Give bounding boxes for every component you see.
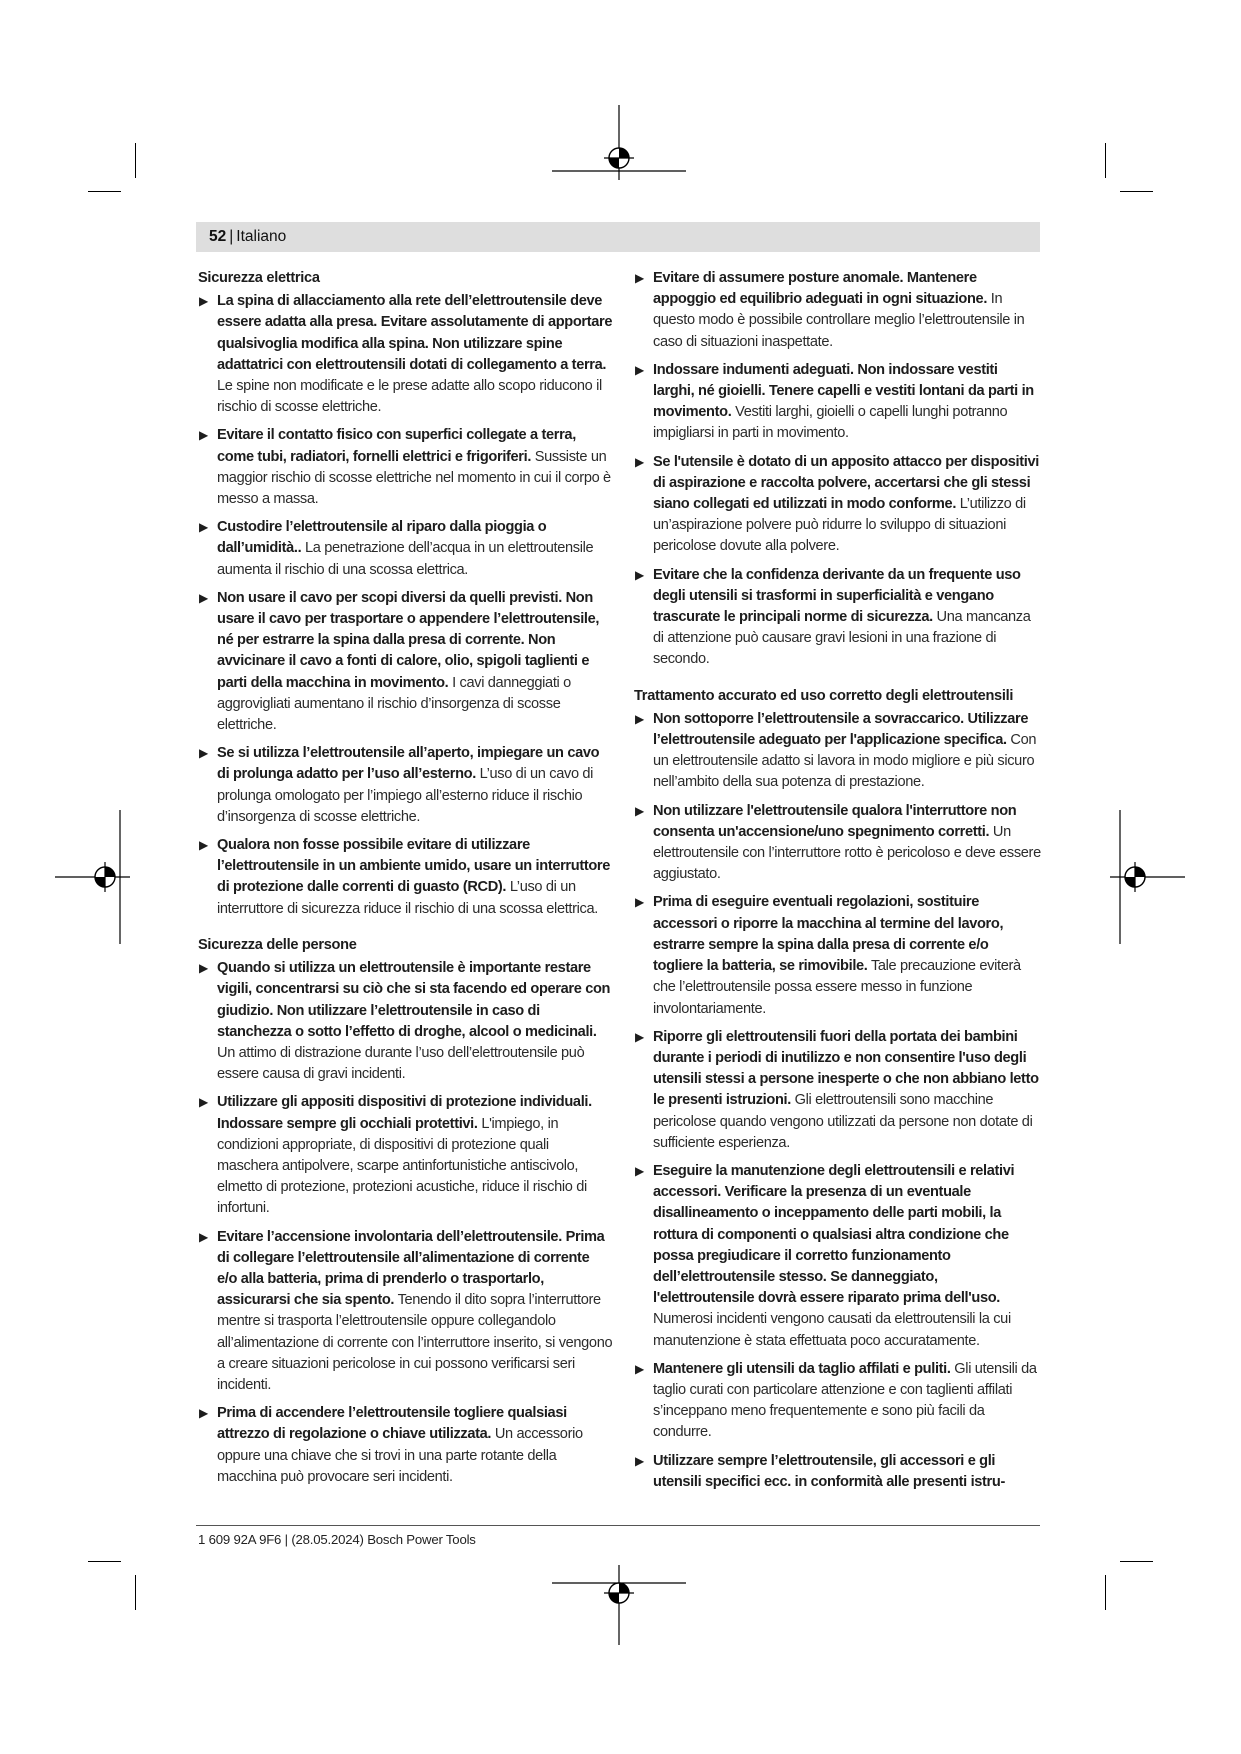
safety-instruction: [634, 892, 1042, 1019]
instruction-explanation-text: L’uso di un interruttore di sicurezza riduce il rischio di una scossa elettrica.: [217, 879, 598, 917]
bullet-triangle-icon: ▶: [635, 711, 644, 726]
instruction-bold-text: Evitare di assumere posture anomale. Mantenere appoggio ed equilibrio adeguati in ogni situazione.: [653, 270, 988, 308]
instruction-explanation-text: In questo modo è possibile controllare meglio l’elettroutensile in caso di situazioni inaspettate.: [653, 291, 1025, 350]
instruction-explanation-text: L’uso di un cavo di prolunga omologato per l’impiego all’esterno riduce il rischio d’insorgenza di scosse elettriche.: [217, 766, 594, 825]
right-column: [634, 268, 1042, 1500]
page-header-bar: [196, 222, 1040, 252]
instruction-explanation-text: Gli utensili da taglio curati con particolare attenzione e con taglienti affilati s’inceppano meno frequentemente e sono più facili da condurre.: [653, 1360, 1037, 1441]
safety-instruction: [198, 588, 613, 736]
instruction-bold-text: Riporre gli elettroutensili fuori della portata dei bambini durante i periodi di inutilizzo e non consentire l'uso degli utensili stessi a persone inesperte o che non abbiano letto le presenti istruzioni.: [653, 1028, 1039, 1109]
safety-instruction: [198, 425, 613, 510]
instruction-bold-text: Custodire l’elettroutensile al riparo dalla pioggia o dall’umidità..: [217, 519, 547, 557]
footer-rule: [196, 1525, 1040, 1526]
page-footer: 1 609 92A 9F6 | (28.05.2024) Bosch Power Tools: [198, 1532, 476, 1547]
bullet-triangle-icon: ▶: [635, 803, 644, 818]
safety-instruction: [198, 291, 613, 418]
bullet-triangle-icon: ▶: [199, 1406, 208, 1421]
bullet-triangle-icon: ▶: [199, 590, 208, 605]
crop-mark: [1105, 1575, 1106, 1610]
section-gap: [198, 927, 613, 935]
left-column: [198, 268, 613, 1495]
crop-mark: [135, 143, 136, 178]
bullet-triangle-icon: ▶: [635, 454, 644, 469]
instruction-bold-text: Utilizzare gli appositi dispositivi di protezione individuali. Indossare sempre gli occhiali protettivi.: [217, 1094, 592, 1132]
section-heading: Trattamento accurato ed uso corretto degli elettroutensili: [634, 687, 1014, 704]
safety-instruction: [634, 268, 1042, 353]
instruction-bold-text: Prima di accendere l’elettroutensile togliere qualsiasi attrezzo di regolazione o chiave utilizzata.: [217, 1405, 567, 1443]
instruction-bold-text: Indossare indumenti adeguati. Non indossare vestiti larghi, né gioielli. Tenere capelli e vestiti lontani da parti in movimento.: [653, 361, 1034, 421]
instruction-bold-text: Non utilizzare l'elettroutensile qualora l'interruttore non consenta un'accensione/uno spegnimento corretti.: [653, 802, 1017, 840]
bullet-triangle-icon: ▶: [199, 428, 208, 443]
bullet-triangle-icon: ▶: [199, 838, 208, 853]
crop-mark: [88, 191, 121, 192]
safety-instruction: [634, 801, 1042, 886]
bullet-triangle-icon: ▶: [199, 1095, 208, 1110]
page-header: [209, 228, 286, 246]
crop-mark: [88, 1561, 121, 1562]
header-separator: |: [229, 228, 234, 245]
instruction-explanation-text: Un accessorio oppure una chiave che si trovi in una parte rotante della macchina può provocare seri incidenti.: [217, 1426, 583, 1485]
safety-instruction: [634, 1027, 1042, 1154]
header-language: Italiano: [236, 228, 287, 245]
section-gap: [634, 678, 1042, 686]
crop-mark: [1120, 1561, 1153, 1562]
instruction-explanation-text: L'impiego, in condizioni appropriate, di dispositivi di protezione quali maschera antipolvere, scarpe antinfortunistiche antiscivolo, elmetto di protezione, protezioni acustiche, riduce il rischio di infortuni.: [217, 1115, 587, 1217]
crop-mark: [135, 1575, 136, 1610]
bullet-triangle-icon: ▶: [199, 1229, 208, 1244]
instruction-explanation-text: Le spine non modificate e le prese adatte allo scopo riducono il rischio di scosse elettriche.: [217, 378, 602, 416]
safety-instruction: [634, 1161, 1042, 1352]
instruction-bold-text: Utilizzare sempre l’elettroutensile, gli accessori e gli utensili specifici ecc. in conformità alle presenti istru-: [653, 1452, 1005, 1490]
instruction-explanation-text: Un elettroutensile con l’interruttore rotto è pericoloso e deve essere aggiustato.: [653, 823, 1041, 883]
bullet-triangle-icon: ▶: [199, 746, 208, 761]
section-heading: Sicurezza delle persone: [198, 936, 357, 953]
bullet-triangle-icon: ▶: [635, 1163, 644, 1178]
safety-instruction: [634, 709, 1042, 794]
instruction-bold-text: Prima di eseguire eventuali regolazioni, sostituire accessori o riporre la macchina al termine del lavoro, estrarre sempre la spina dalla presa di corrente e/o togliere la batteria, se rimovibile.: [653, 894, 1004, 975]
safety-instruction: [198, 1227, 613, 1397]
instruction-explanation-text: Tenendo il dito sopra l’interruttore mentre si trasporta l’elettroutensile oppure collegandolo all’alimentazione di corrente con l’interruttore inserito, si vengono a creare situazioni pericolose in cui possono verificarsi seri incidenti.: [217, 1292, 613, 1393]
instruction-explanation-text: La penetrazione dell’acqua in un elettroutensile aumenta il rischio di una scossa elettrica.: [217, 540, 594, 578]
instruction-explanation-text: Tale precauzione eviterà che l’elettroutensile possa essere messo in funzione involontariamente.: [653, 958, 1021, 1017]
instruction-bold-text: Non usare il cavo per scopi diversi da quelli previsti. Non usare il cavo per trasportare o appendere l’elettroutensile, né per estrarre la spina dalla presa di corrente. Non avvicinare il cavo a fonti di calore, olio, spigoli taglienti e parti della macchina in movimento.: [217, 589, 600, 691]
instruction-bold-text: Evitare il contatto fisico con superfici collegate a terra, come tubi, radiatori, fornelli elettrici e frigoriferi.: [217, 427, 576, 465]
safety-instruction: [198, 958, 613, 1085]
bullet-triangle-icon: ▶: [635, 1453, 644, 1468]
safety-instruction: [634, 452, 1042, 558]
instruction-bold-text: Evitare che la confidenza derivante da un frequente uso degli utensili si trasformi in superficialità e vengano trascurate le principali norme di sicurezza.: [653, 566, 1021, 626]
page-number: 52: [209, 228, 227, 245]
bullet-triangle-icon: ▶: [199, 520, 208, 535]
instruction-explanation-text: I cavi danneggiati o aggrovigliati aumentano il rischio d’insorgenza di scosse elettriche.: [217, 674, 571, 734]
safety-instruction: [634, 360, 1042, 445]
instruction-bold-text: Evitare l’accensione involontaria dell’elettroutensile. Prima di collegare l’elettroutensile all’alimentazione di corrente e/o alla batteria, prima di prenderlo o trasportarlo, assicurarsi che sia spento.: [217, 1228, 605, 1309]
safety-instruction: [634, 1451, 1042, 1493]
instruction-explanation-text: Una mancanza di attenzione può causare gravi lesioni in una frazione di secondo.: [653, 609, 1031, 668]
instruction-explanation-text: Con un elettroutensile adatto si lavora in modo migliore e più sicuro nell’ambito della sua potenza di prestazione.: [653, 732, 1037, 791]
bullet-triangle-icon: ▶: [199, 961, 208, 976]
bullet-triangle-icon: ▶: [635, 1029, 644, 1044]
section-heading: Sicurezza elettrica: [198, 270, 320, 286]
instruction-bold-text: Eseguire la manutenzione degli elettroutensili e relativi accessori. Verificare la presenza di un eventuale disallineamento o inceppamento delle parti mobili, la rottura di componenti o qualsiasi altra condizione che possa pregiudicare il corretto funzionamento dell’elettroutensile stesso. Se danneggiato, l'elettroutensile dovrà essere riparato prima dell'uso.: [653, 1162, 1015, 1307]
instruction-bold-text: Se l'utensile è dotato di un apposito attacco per dispositivi di aspirazione e raccolta polvere, accertarsi che gli stessi siano collegati ed utilizzati in modo conforme.: [653, 453, 1039, 513]
instruction-bold-text: Qualora non fosse possibile evitare di utilizzare l’elettroutensile in un ambiente umido, usare un interruttore di protezione dalle correnti di guasto (RCD).: [217, 837, 611, 896]
bullet-triangle-icon: ▶: [635, 271, 644, 285]
safety-instruction: [198, 835, 613, 920]
instruction-bold-text: Mantenere gli utensili da taglio affilati e puliti.: [653, 1360, 951, 1377]
crop-mark: [1105, 143, 1106, 178]
safety-instruction: [198, 517, 613, 581]
instruction-bold-text: La spina di allacciamento alla rete dell’elettroutensile deve essere adatta alla presa. Evitare assolutamente di apportare qualsivoglia modifica alla spina. Non utilizzare spine adattatrici con elettroutensili dotati di collegamento a terra.: [217, 293, 613, 373]
instruction-explanation-text: Vestiti larghi, gioielli o capelli lunghi potranno impigliarsi in parti in movimento.: [653, 404, 1008, 442]
instruction-bold-text: Quando si utilizza un elettroutensile è importante restare vigili, concentrarsi su ciò che si sta facendo ed operare con giudizio. Non utilizzare l’elettroutensile in caso di stanchezza o sotto l’effetto di droghe, alcool o medicinali.: [217, 960, 611, 1040]
crop-mark: [1120, 191, 1153, 192]
instruction-explanation-text: Numerosi incidenti vengono causati da elettroutensili la cui manutenzione è stata effettuata poco accuratamente.: [653, 1311, 1011, 1349]
bullet-triangle-icon: ▶: [199, 294, 208, 309]
safety-instruction: [198, 743, 613, 828]
safety-instruction: [634, 565, 1042, 671]
safety-instruction: [634, 1359, 1042, 1444]
bullet-triangle-icon: ▶: [635, 1361, 644, 1376]
bullet-triangle-icon: ▶: [635, 895, 644, 910]
instruction-bold-text: Non sottoporre l’elettroutensile a sovraccarico. Utilizzare l’elettroutensile adeguato per l'applicazione specifica.: [653, 710, 1029, 749]
bullet-triangle-icon: ▶: [635, 567, 644, 582]
instruction-explanation-text: Sussiste un maggior rischio di scosse elettriche nel momento in cui il corpo è messo a massa.: [217, 448, 611, 508]
instruction-explanation-text: L’utilizzo di un’aspirazione polvere può ridurre lo sviluppo di situazioni pericolose dovute alla polvere.: [653, 496, 1026, 555]
registration-target-icon: [1110, 810, 1190, 944]
registration-target-icon: [552, 105, 686, 185]
registration-target-icon: [552, 1565, 686, 1645]
registration-target-icon: [50, 810, 130, 944]
safety-instruction: [198, 1403, 613, 1488]
instruction-explanation-text: Gli elettroutensili sono macchine pericolose quando vengono utilizzati da persone non dotate di sufficiente esperienza.: [653, 1092, 1033, 1151]
instruction-bold-text: Se si utilizza l’elettroutensile all’aperto, impiegare un cavo di prolunga adatto per l’uso all’esterno.: [217, 745, 600, 783]
safety-instruction: [198, 1092, 613, 1219]
instruction-explanation-text: Un attimo di distrazione durante l’uso dell’elettroutensile può essere causa di gravi incidenti.: [217, 1044, 585, 1083]
bullet-triangle-icon: ▶: [635, 362, 644, 377]
